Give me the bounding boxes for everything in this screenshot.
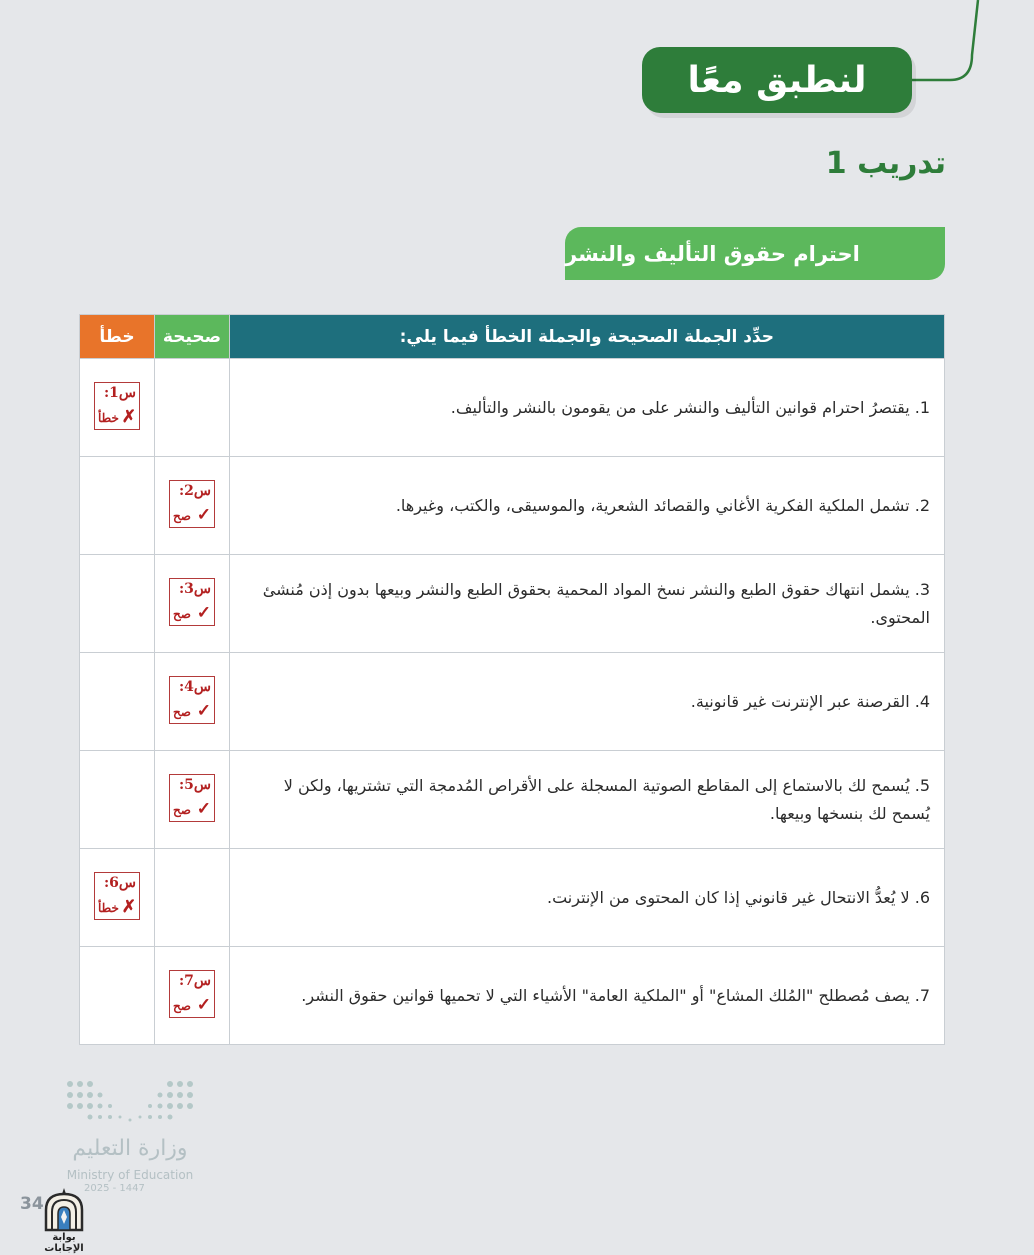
table-row <box>80 751 945 849</box>
answer-mark <box>169 676 215 724</box>
watermark <box>32 1186 96 1252</box>
answer-mark <box>169 970 215 1018</box>
statement-text: 4. القرصنة عبر الإنترنت غير قانونية. <box>230 653 945 751</box>
ministry-name-ar: وزارة التعليم <box>72 1136 188 1161</box>
answer-mark <box>94 872 140 920</box>
check-icon: ✓ <box>196 504 211 525</box>
table-row <box>80 555 945 653</box>
gate-icon <box>32 1186 96 1232</box>
check-icon: ✓ <box>196 994 211 1015</box>
ministry-name-en: Ministry of Education <box>66 1168 194 1182</box>
lesson-badge <box>642 47 912 113</box>
mark-label: س5: <box>178 776 211 793</box>
false-cell[interactable] <box>80 359 155 457</box>
mark-answer: صح <box>173 998 191 1013</box>
cross-icon: ✗ <box>121 896 136 917</box>
answer-mark <box>169 774 215 822</box>
check-icon: ✓ <box>196 602 211 623</box>
mark-label: س3: <box>178 580 211 597</box>
answer-mark <box>169 578 215 626</box>
header-instruction: حدِّد الجملة الصحيحة والجملة الخطأ فيما يلي: <box>230 315 945 359</box>
false-cell[interactable] <box>80 653 155 751</box>
check-icon: ✓ <box>196 700 211 721</box>
page-number: 34 <box>20 1194 44 1214</box>
mark-label: س6: <box>103 874 136 891</box>
lesson-badge-label: لنطبق معًا <box>687 59 867 101</box>
true-cell[interactable] <box>155 457 230 555</box>
table-header-row <box>80 315 945 359</box>
table-row <box>80 947 945 1045</box>
header-false: خطأ <box>80 315 155 359</box>
answer-mark <box>169 480 215 528</box>
statement-text: 1. يقتصرُ احترام قوانين التأليف والنشر على من يقومون بالنشر والتأليف. <box>230 359 945 457</box>
ministry-year: 2025 - 1447 <box>84 1183 145 1194</box>
mark-label: س2: <box>178 482 211 499</box>
ministry-logo <box>58 1078 208 1198</box>
check-icon: ✓ <box>196 798 211 819</box>
true-cell[interactable] <box>155 751 230 849</box>
table-row <box>80 849 945 947</box>
false-cell[interactable] <box>80 457 155 555</box>
statement-text: 2. تشمل الملكية الفكرية الأغاني والقصائد الشعرية، والموسيقى، والكتب، وغيرها. <box>230 457 945 555</box>
topic-title: احترام حقوق التأليف والنشر <box>565 241 860 266</box>
true-cell[interactable] <box>155 359 230 457</box>
mark-answer: صح <box>173 704 191 719</box>
mark-label: س1: <box>103 384 136 401</box>
false-cell[interactable] <box>80 751 155 849</box>
mark-answer: صح <box>173 508 191 523</box>
true-cell[interactable] <box>155 849 230 947</box>
statement-text: 7. يصف مُصطلح "المُلك المشاع" أو "الملكية العامة" الأشياء التي لا تحميها قوانين حقوق النشر. <box>230 947 945 1045</box>
mark-label: س7: <box>178 972 211 989</box>
true-cell[interactable] <box>155 947 230 1045</box>
false-cell[interactable] <box>80 555 155 653</box>
true-cell[interactable] <box>155 555 230 653</box>
mark-answer: خطأ <box>98 410 119 425</box>
false-cell[interactable] <box>80 947 155 1045</box>
table-row <box>80 457 945 555</box>
statement-text: 5. يُسمح لك بالاستماع إلى المقاطع الصوتية المسجلة على الأقراص المُدمجة التي تشتريها، ولكن لا يُسمح لك بنسخها وبيعها. <box>230 751 945 849</box>
topic-banner <box>565 227 945 280</box>
ministry-dots-icon <box>62 1078 198 1126</box>
cross-icon: ✗ <box>121 406 136 427</box>
watermark-text: بوابة الإجابات <box>44 1232 84 1254</box>
mark-label: س4: <box>178 678 211 695</box>
statement-text: 6. لا يُعدُّ الانتحال غير قانوني إذا كان المحتوى من الإنترنت. <box>230 849 945 947</box>
mark-answer: صح <box>173 802 191 817</box>
table-row <box>80 359 945 457</box>
header-true: صحيحة <box>155 315 230 359</box>
statement-text: 3. يشمل انتهاك حقوق الطبع والنشر نسخ المواد المحمية بحقوق الطبع والنشر وبيعها بدون إذن مُنشئ المحتوى. <box>230 555 945 653</box>
table-row <box>80 653 945 751</box>
mark-answer: صح <box>173 606 191 621</box>
answer-mark <box>94 382 140 430</box>
exercise-title: تدريب 1 <box>825 146 946 181</box>
true-cell[interactable] <box>155 653 230 751</box>
false-cell[interactable] <box>80 849 155 947</box>
true-false-table <box>79 314 945 1045</box>
mark-answer: خطأ <box>98 900 119 915</box>
